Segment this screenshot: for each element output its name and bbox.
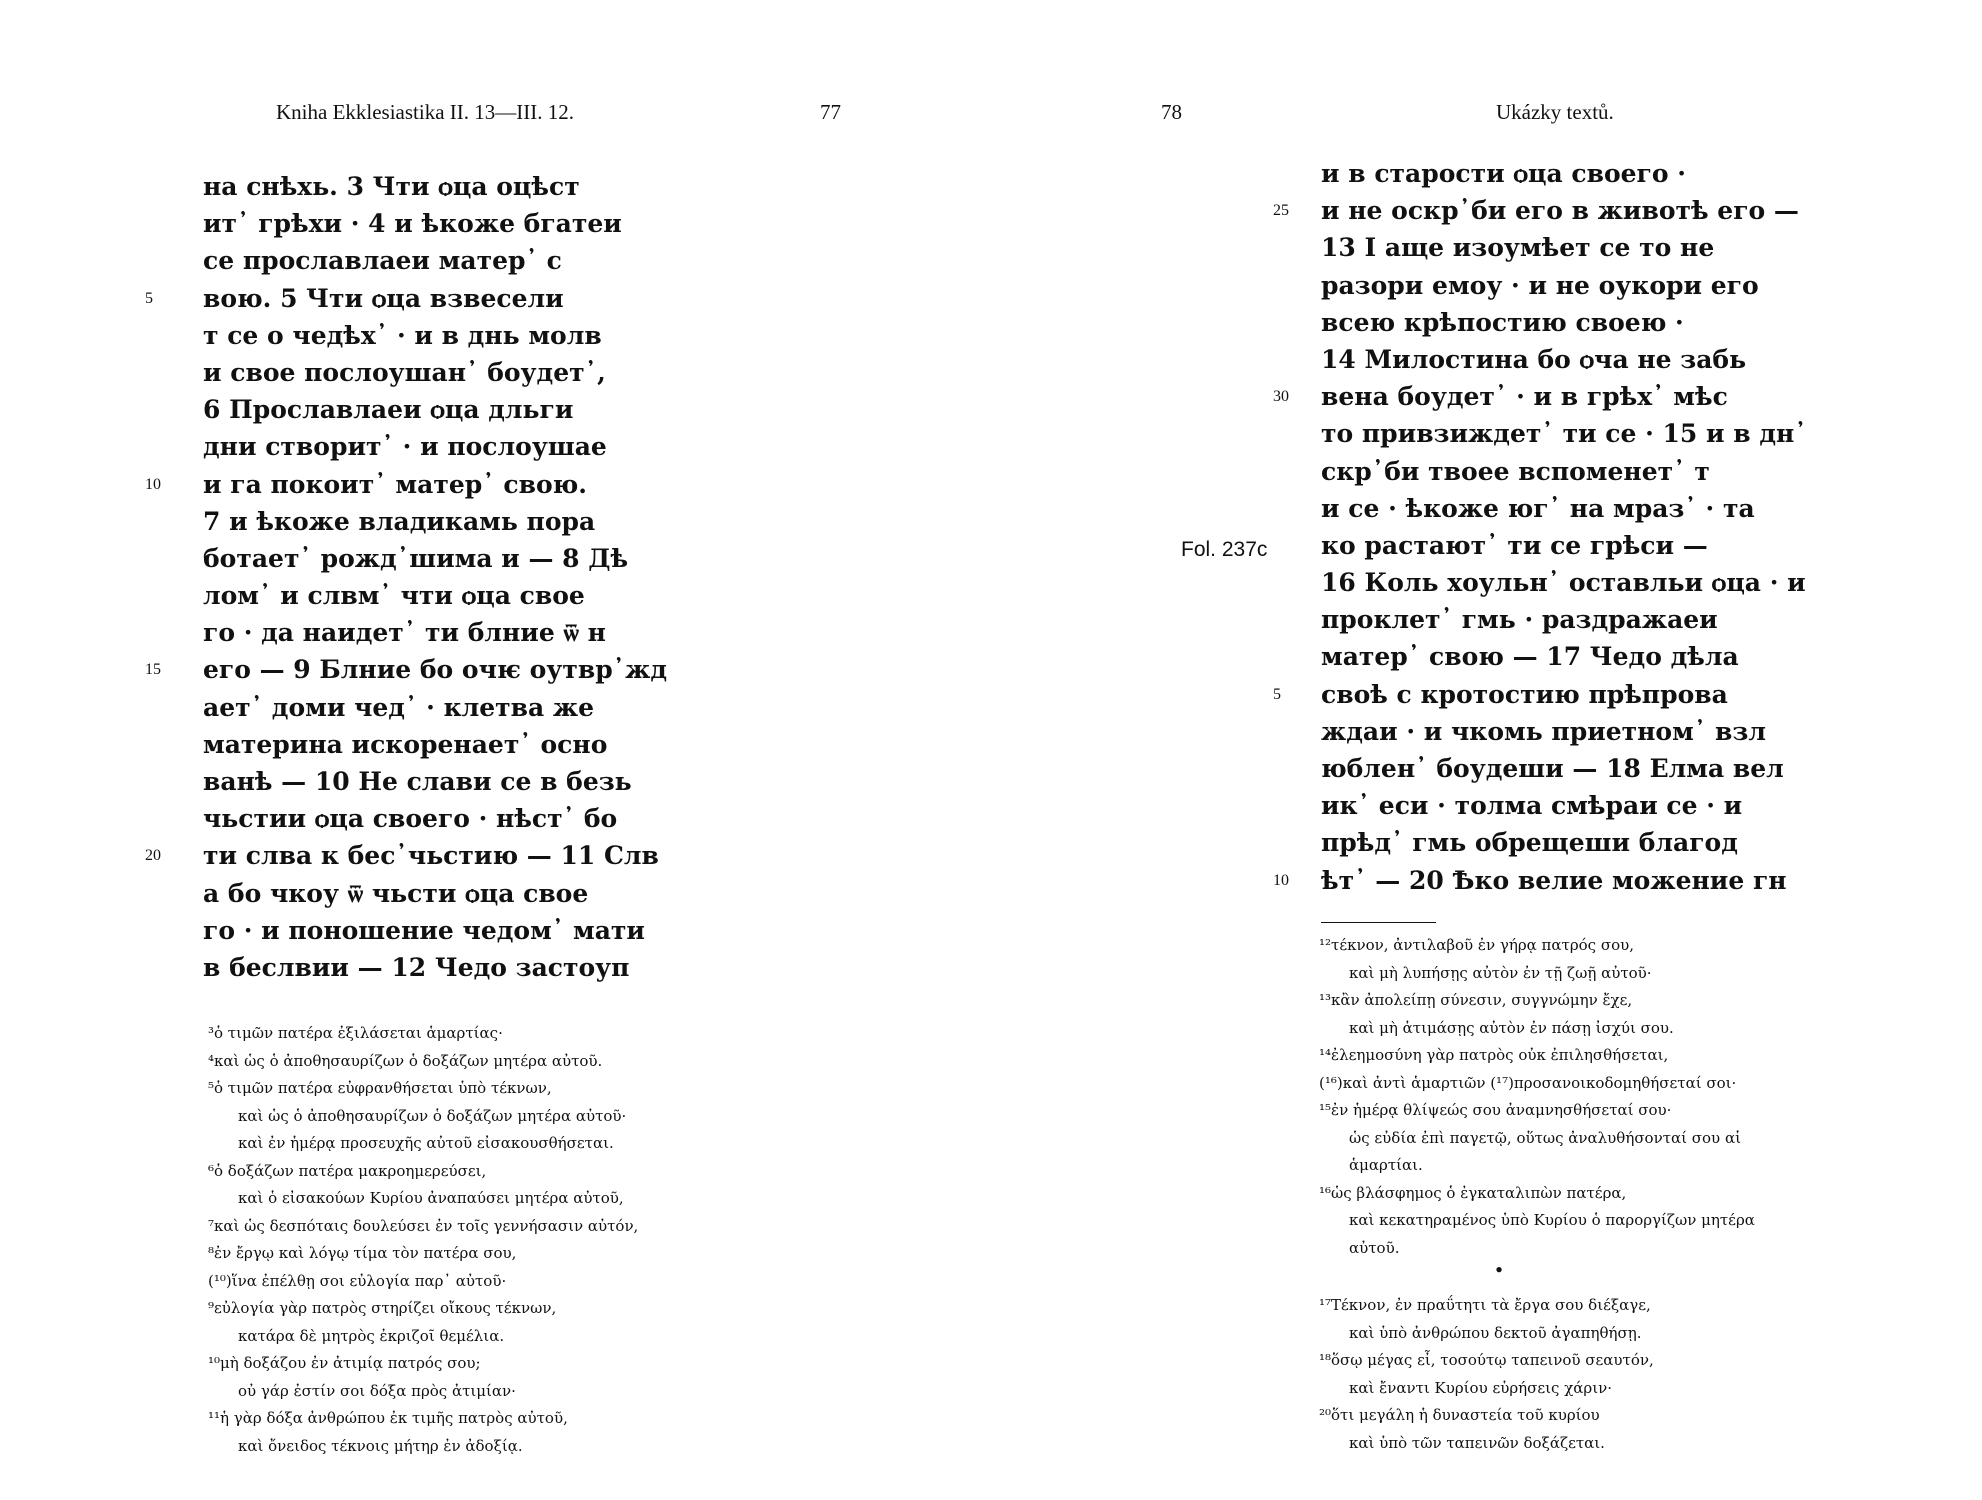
text-line: [203, 205, 667, 242]
line-text: 16 Коль хоульн᾿ оставльи ѻца · и: [1321, 568, 1806, 598]
running-head-left: Kniha Ekklesiastika II. 13—III. 12.: [276, 100, 575, 124]
text-line: [1321, 267, 1807, 304]
text-line: [145, 280, 667, 317]
line-text: материна искоренает᾿ осно: [203, 729, 608, 759]
text-line: [203, 689, 667, 726]
line-text: на снѣхь. 3 Чти ѻца оцѣст: [203, 172, 580, 201]
running-head-right: Ukázky textů.: [1496, 100, 1614, 124]
line-text: то привзиждет᾿ ти се · 15 и в дн᾿: [1321, 419, 1807, 449]
footnote-line: ὡς εὐδία ἐπὶ παγετῷ, οὕτως ἀναλυθήσονταί σου αἱ: [1349, 1128, 1741, 1147]
footnote-line: ³ὁ τιμῶν πατέρα ἐξιλάσεται ἁμαρτίας·: [208, 1024, 503, 1042]
greek-footnotes-right: [1319, 932, 1755, 1457]
text-line: [203, 800, 667, 837]
text-line: [203, 577, 667, 614]
footnote-line: (¹⁰)ἵνα ἐπέλθῃ σοι εὐλογία παρ᾿ αὐτοῦ·: [208, 1271, 507, 1290]
text-line: [1321, 453, 1807, 490]
line-text: т се о чедѣх᾿ · и в днь молв: [203, 320, 602, 350]
text-line: [1321, 155, 1807, 192]
line-text: скр᾿би твоее вспоменет᾿ т: [1321, 456, 1710, 486]
line-text: разори емоу · и не оукори его: [1321, 270, 1759, 300]
text-line: [203, 949, 667, 986]
line-text: и в старости ѻца своего ·: [1321, 159, 1686, 188]
footnote-line: ⁸ἐν ἔργῳ καὶ λόγῳ τίμα τὸν πατέρα σου,: [208, 1244, 517, 1262]
text-line: [1321, 824, 1807, 861]
text-line: [1321, 564, 1807, 601]
line-text: вою. 5 Чти ѻца взвесели: [203, 283, 564, 313]
line-number: 5: [145, 289, 153, 307]
footnote-line: ²⁰ὅτι μεγάλη ἡ δυναστεία τοῦ κυρίου: [1319, 1406, 1600, 1424]
line-text: го · и поношение чедом᾿ мати: [203, 915, 645, 945]
line-text: 13 І аще изоумѣет се то не: [1321, 233, 1715, 263]
line-text: его — 9 Блние бо очѥ оутвр᾿жд: [203, 655, 668, 685]
line-text: ит᾿ грѣхи · 4 и ѣкоже бгатеи: [203, 209, 622, 239]
text-line: [1321, 527, 1807, 564]
text-line: [203, 242, 667, 279]
footnote-gap: [1319, 1278, 1755, 1292]
footnote-line: καὶ ὁ εἰσακούων Κυρίου ἀναπαύσει μητέρα αὐτοῦ,: [238, 1189, 624, 1207]
line-text: и не оскр᾿би его в животѣ его —: [1321, 196, 1799, 226]
line-text: ванѣ — 10 Не слави се в безь: [203, 767, 632, 796]
text-line: [1273, 192, 1807, 229]
footnote-line: κατάρα δὲ μητρὸς ἐκριζοῖ θεμέλια.: [238, 1326, 505, 1345]
text-line: [1321, 638, 1807, 675]
footnote-line: ¹⁵ἐν ἡμέρᾳ θλίψεώς σου ἀναμνησθήσεταί σου·: [1319, 1101, 1672, 1119]
footnote-line: καὶ κεκατηραμένος ὑπὸ Κυρίου ὁ παροργίζων μητέρα: [1349, 1211, 1755, 1229]
text-line: [1321, 750, 1807, 787]
right-page: [991, 0, 1982, 1500]
text-line: [203, 614, 667, 651]
text-line: [1321, 713, 1807, 750]
footnote-line: ⁶ὁ δοξάζων πατέρα μακροημερεύσει,: [208, 1161, 487, 1180]
text-line: [1321, 341, 1807, 378]
line-text: 14 Милостина бо ѻча не забь: [1321, 344, 1747, 374]
footnote-line: καὶ ὡς ὁ ἀποθησαυρίζων ὁ δοξάζων μητέρα αὐτοῦ·: [238, 1106, 627, 1125]
text-line: [1321, 601, 1807, 638]
line-text: се прославлаеи матер᾿ с: [203, 246, 562, 276]
text-line: [203, 428, 667, 465]
line-text: а бо чкоу ѿ чьсти ѻца свое: [203, 878, 589, 908]
text-line: [1273, 862, 1807, 899]
footnote-separator-mark: •: [1494, 1261, 1504, 1279]
page-number-right: 78: [1161, 100, 1182, 124]
line-number: 15: [145, 661, 161, 679]
line-text: вена боудет᾿ · и в грѣх᾿ мѣс: [1321, 382, 1728, 412]
footnote-line: καὶ ἔναντι Κυρίου εὑρήσεις χάριν·: [1349, 1378, 1613, 1397]
greek-footnotes-left: [208, 1020, 638, 1460]
footnote-line: ¹⁷Τέκνον, ἐν πραΰτητι τὰ ἔργα σου διέξαγε,: [1319, 1296, 1651, 1314]
footnote-line: ⁷καὶ ὡς δεσπόταις δουλεύσει ἐν τοῖς γεννήσασιν αὐτόν,: [208, 1216, 639, 1235]
footnote-line: ¹⁶ὡς βλάσφημος ὁ ἐγκαταλιπὼν πατέρα,: [1319, 1183, 1627, 1202]
folio-marker: Fol. 237c: [1181, 538, 1268, 561]
text-line: [203, 354, 667, 391]
footnote-line: ¹⁰μὴ δοξάζου ἐν ἀτιμίᾳ πατρός σου;: [208, 1354, 481, 1372]
line-text: в беслвии — 12 Чедо застоуп: [203, 952, 630, 982]
footnote-line: καὶ ὄνειδος τέκνοις μήτηρ ἐν ἀδοξίᾳ.: [238, 1436, 523, 1455]
line-text: всею крѣпостию своею ·: [1321, 307, 1684, 337]
footnote-line: καὶ μὴ λυπήσῃς αὐτὸν ἐν τῇ ζωῇ αὐτοῦ·: [1349, 963, 1652, 982]
line-number: 20: [145, 847, 161, 865]
text-line: [145, 837, 667, 874]
text-line: [1321, 229, 1807, 266]
line-number: 25: [1273, 202, 1289, 220]
text-line: [1273, 676, 1807, 713]
line-text: ботает᾿ рожд᾿шима и — 8 Дѣ: [203, 543, 629, 573]
footnote-line: ¹⁸ὅσῳ μέγας εἶ, τοσούτῳ ταπεινοῦ σεαυτόν,: [1319, 1351, 1654, 1369]
text-line: [203, 912, 667, 949]
footnote-line: ⁹εὐλογία γὰρ πατρὸς στηρίζει οἴκους τέκνων,: [208, 1299, 557, 1317]
line-number: 30: [1273, 388, 1289, 406]
footnote-line: καὶ ἐν ἡμέρᾳ προσευχῆς αὐτοῦ εἰσακουσθήσεται.: [238, 1134, 614, 1152]
text-line: [203, 763, 667, 800]
text-line: [1321, 304, 1807, 341]
footnote-line: καὶ ὑπὸ τῶν ταπεινῶν δοξάζεται.: [1349, 1433, 1605, 1452]
footnote-rule-right: [1321, 922, 1436, 923]
footnote-line: ¹¹ἡ γὰρ δόξα ἀνθρώπου ἐκ τιμῆς πατρὸς αὐτοῦ,: [208, 1409, 568, 1427]
line-text: ает᾿ доми чед᾿ · клетва же: [203, 692, 595, 722]
line-text: ти слва к бес᾿чьстию — 11 Слв: [203, 841, 659, 871]
line-text: ко растают᾿ ти се грѣси —: [1321, 530, 1708, 560]
footnote-line: αὐτοῦ.: [1349, 1238, 1400, 1257]
church-slavonic-text-right: [1181, 155, 1807, 899]
footnote-line: ¹⁴ἐλεημοσύνη γὰρ πατρὸς οὐκ ἐπιλησθήσεται,: [1319, 1046, 1669, 1064]
page-number-left: 77: [820, 100, 841, 124]
text-line: [1321, 787, 1807, 824]
line-number: 10: [1273, 871, 1289, 889]
line-text: прѣд᾿ гмь обрещеши благод: [1321, 828, 1738, 858]
text-line: [203, 391, 667, 428]
text-line: [203, 540, 667, 577]
footnote-line: καὶ ὑπὸ ἀνθρώπου δεκτοῦ ἀγαπηθήσῃ.: [1349, 1323, 1642, 1342]
line-text: юблен᾿ боудеши — 18 Елма вел: [1321, 754, 1784, 783]
footnote-line: καὶ μὴ ἀτιμάσῃς αὐτὸν ἐν πάσῃ ἰσχύι σου.: [1349, 1018, 1674, 1037]
text-line: [203, 317, 667, 354]
line-text: и га покоит᾿ матер᾿ свою.: [203, 469, 588, 499]
line-text: дни створит᾿ · и послоушае: [203, 432, 607, 462]
line-text: 7 и ѣкоже владикамь пора: [203, 506, 596, 536]
line-text: лом᾿ и слвм᾿ чти ѻца свое: [203, 581, 585, 611]
line-text: ѣт᾿ — 20 Ѣко велие можение гн: [1321, 865, 1787, 895]
line-number: 5: [1273, 685, 1281, 703]
footnote-line: ¹³κἂν ἀπολείπῃ σύνεσιν, συγγνώμην ἔχε,: [1319, 991, 1633, 1009]
text-line: [203, 503, 667, 540]
church-slavonic-text-left: [145, 168, 668, 986]
line-text: 6 Прославлаеи ѻца дльги: [203, 395, 574, 425]
line-text: своѣ с кротостию прѣпрова: [1321, 679, 1728, 709]
line-text: ждаи · и чкомь приетном᾿ взл: [1321, 716, 1766, 746]
footnote-line: ⁵ὁ τιμῶν πατέρα εὐφρανθήσεται ὑπὸ τέκνων,: [208, 1079, 552, 1097]
text-line: [145, 466, 667, 503]
text-line: [203, 168, 667, 205]
footnote-line: οὐ γάρ ἐστίν σοι δόξα πρὸς ἀτιμίαν·: [238, 1381, 516, 1400]
footnote-line: ¹²τέκνον, ἀντιλαβοῦ ἐν γήρᾳ πατρός σου,: [1319, 936, 1634, 954]
text-line: [1273, 378, 1807, 415]
line-text: го · да наидет᾿ ти блние ѿ н: [203, 618, 606, 648]
footnote-line: ἁμαρτίαι.: [1349, 1156, 1423, 1174]
footnote-line: ⁴καὶ ὡς ὁ ἀποθησαυρίζων ὁ δοξάζων μητέρα αὐτοῦ.: [208, 1051, 603, 1070]
line-text: ик᾿ еси · толма смѣраи се · и: [1321, 791, 1743, 821]
text-line: [203, 875, 667, 912]
footnote-line: (¹⁶)καὶ ἀντὶ ἁμαρτιῶν (¹⁷)προσανοικοδομηθήσεταί σοι·: [1319, 1073, 1737, 1092]
text-line: [1321, 490, 1807, 527]
text-line: [203, 726, 667, 763]
line-text: и свое послоушан᾿ боудет᾿,: [203, 357, 606, 387]
line-text: и се · ѣкоже юг᾿ на мраз᾿ · та: [1321, 493, 1755, 523]
line-text: чьстии ѻца своего · нѣст᾿ бо: [203, 804, 618, 834]
line-text: проклет᾿ гмь · раздражаеи: [1321, 605, 1718, 635]
text-line: [145, 651, 668, 688]
line-text: матер᾿ свою — 17 Чедо дѣла: [1321, 642, 1739, 672]
text-line: [1321, 415, 1807, 452]
line-number: 10: [145, 475, 161, 493]
